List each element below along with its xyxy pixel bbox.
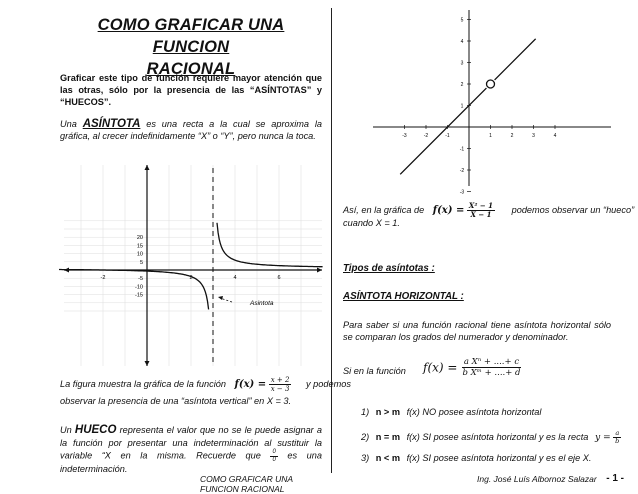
case-3-text: SI posee asíntota horizontal y es el eje X. (422, 453, 592, 463)
graph2-caption-suffix: podemos observar un “hueco” (511, 204, 635, 215)
caption-fx: f(x) = (234, 378, 267, 390)
caption-suffix: y podemos (305, 378, 351, 389)
hole-marker (487, 80, 495, 88)
y-tick-label: 4 (460, 39, 464, 45)
case-1-condition: n > m (375, 407, 400, 417)
indeterminate-fraction (270, 449, 277, 463)
asintota-keyword: ASÍNTOTA (82, 118, 141, 130)
right-column (343, 0, 635, 493)
horizontal-paragraph: Para saber si una función racional tiene asíntota horizontal sólo se comparan los grados del numerador y denominador. (343, 320, 611, 342)
y-tick-label: 10 (136, 251, 143, 258)
footer-left: COMO GRAFICAR UNA FUNCION RACIONAL (200, 474, 293, 494)
x-tick-label: -2 (100, 275, 106, 281)
asintota-text: es una recta a la cual se aproxima la gráfica, al crecer indefinidamente “X” o “Y”, pero nunca la toca. (60, 119, 322, 141)
y-axis-arrow-top (145, 165, 150, 170)
y-tick-label: -2 (459, 168, 465, 174)
tipos-heading: Tipos de asíntotas : (343, 263, 435, 274)
case-3-condition: n < m (375, 453, 400, 463)
hueco-keyword: HUECO (74, 424, 117, 436)
y-tick-label: 2 (460, 82, 464, 88)
case-1-number: 1) (361, 407, 370, 417)
case-2-fx: f(x) (406, 431, 420, 442)
line-segment-lower (400, 88, 486, 174)
page-number: - 1 - (606, 473, 624, 484)
case-3-number: 3) (361, 453, 370, 463)
asintota-prefix: Una (60, 119, 77, 129)
y-axis-arrow-bottom (145, 361, 150, 366)
case-2-fraction-denominator: b (615, 437, 620, 445)
case-2-number: 2) (361, 431, 370, 442)
indeterminate-denominator: 0 (272, 456, 276, 463)
asymptote-label: Asintota (250, 300, 274, 307)
general-fx: f(x) = (423, 360, 458, 375)
case-3 (361, 453, 591, 465)
indeterminate-numerator: 0 (272, 449, 276, 455)
y-tick-label: 1 (460, 103, 464, 110)
graph1-caption-line2: observar la presencia de una “asíntota vertical” en X = 3. (60, 396, 292, 406)
y-tick-label: -1 (459, 146, 465, 153)
caption-fraction (269, 376, 292, 393)
case-2-fraction (613, 430, 621, 445)
x-tick-label: 2 (510, 133, 514, 139)
case-2-condition: n = m (375, 431, 400, 442)
x-tick-label: 4 (233, 275, 237, 281)
horizontal-heading: ASÍNTOTA HORIZONTAL : (343, 291, 464, 302)
general-denominator: b Xᵐ + ....+ d (462, 368, 521, 378)
title-line-1: COMO GRAFICAR UNA FUNCION (97, 16, 285, 56)
y-tick-label: -10 (135, 284, 143, 291)
hueco-prefix: Un (60, 425, 72, 435)
y-tick-label: -15 (135, 292, 143, 299)
curve-left-branch (59, 270, 209, 310)
asymptote-graph (60, 163, 322, 368)
page-title (60, 14, 322, 80)
graph2-caption-fx: f(x) = (432, 204, 465, 216)
x-tick-label: -1 (445, 133, 450, 139)
x-axis-arrow-right (317, 268, 322, 273)
si-en-la-funcion: Si en la función (343, 366, 406, 376)
y-tick-label: -3 (459, 189, 465, 196)
hueco-text: representa el valor que no se le puede asignar a la función por presentar una indeterminación al sustituir la variable “X en la misma. Recuerde que (60, 425, 322, 461)
hole-graph (373, 8, 611, 196)
case-1 (361, 407, 541, 419)
left-column (60, 0, 351, 494)
column-divider (331, 8, 332, 473)
y-tick-label: 15 (136, 243, 143, 250)
y-tick-label: 3 (460, 60, 464, 67)
x-tick-label: -3 (402, 133, 407, 139)
asintota-paragraph (60, 119, 322, 143)
y-tick-label: -5 (138, 276, 143, 283)
y-tick-label: 5 (139, 259, 143, 266)
y-tick-label: 20 (136, 235, 143, 242)
case-3-fx: f(x) (406, 453, 420, 463)
caption-denominator: x − 3 (270, 385, 290, 393)
footer-author: Ing. José Luís Albornoz Salazar (477, 474, 597, 484)
y-tick-label: 5 (460, 17, 464, 24)
x-tick-label: 3 (532, 133, 535, 139)
hueco-end: es una indeterminación. (60, 450, 322, 474)
x-tick-label: 6 (277, 275, 281, 281)
asymptote-pointer-arrow (218, 296, 223, 300)
case-2-y-equals: y = (594, 431, 611, 443)
case-2 (361, 430, 621, 445)
x-tick-label: 4 (553, 133, 557, 139)
graph2-caption-denominator: X − 1 (470, 210, 492, 219)
intro-paragraph: Graficar este tipo de función requiere mayor atención que las otras, sólo por la presencia de las “ASÍNTOTAS” y “HUECOS”. (60, 73, 322, 107)
x-tick-label: 1 (489, 133, 492, 139)
case-2-text: SI posee asíntota horizontal y es la recta (422, 431, 589, 442)
case-2-fraction-numerator: a (615, 429, 620, 437)
line-segment-upper (495, 39, 536, 80)
general-fraction (462, 357, 521, 378)
case-1-text: NO posee asíntota horizontal (422, 407, 542, 417)
general-numerator: a Xⁿ + ....+ c (463, 357, 520, 367)
graph2-caption-prefix: Así, en la gráfica de (343, 204, 425, 215)
title-line-2: RACIONAL (146, 60, 236, 78)
x-tick-label: 2 (189, 275, 193, 281)
caption-numerator: x + 2 (270, 376, 290, 384)
curve-right-branch (217, 223, 323, 267)
graph2-caption-fraction (467, 202, 495, 219)
caption-prefix: La figura muestra la gráfica de la función (60, 378, 226, 389)
graph2-caption-line2: cuando X = 1. (343, 218, 400, 228)
case-1-fx: f(x) (406, 407, 420, 417)
graph2-caption (343, 201, 635, 219)
x-tick-label: -2 (423, 133, 429, 139)
graph2-caption-numerator: X² − 1 (468, 201, 494, 210)
y-tick-labels (135, 235, 143, 298)
hueco-paragraph (60, 424, 322, 476)
general-formula (423, 357, 521, 378)
graph1-caption (60, 376, 351, 393)
